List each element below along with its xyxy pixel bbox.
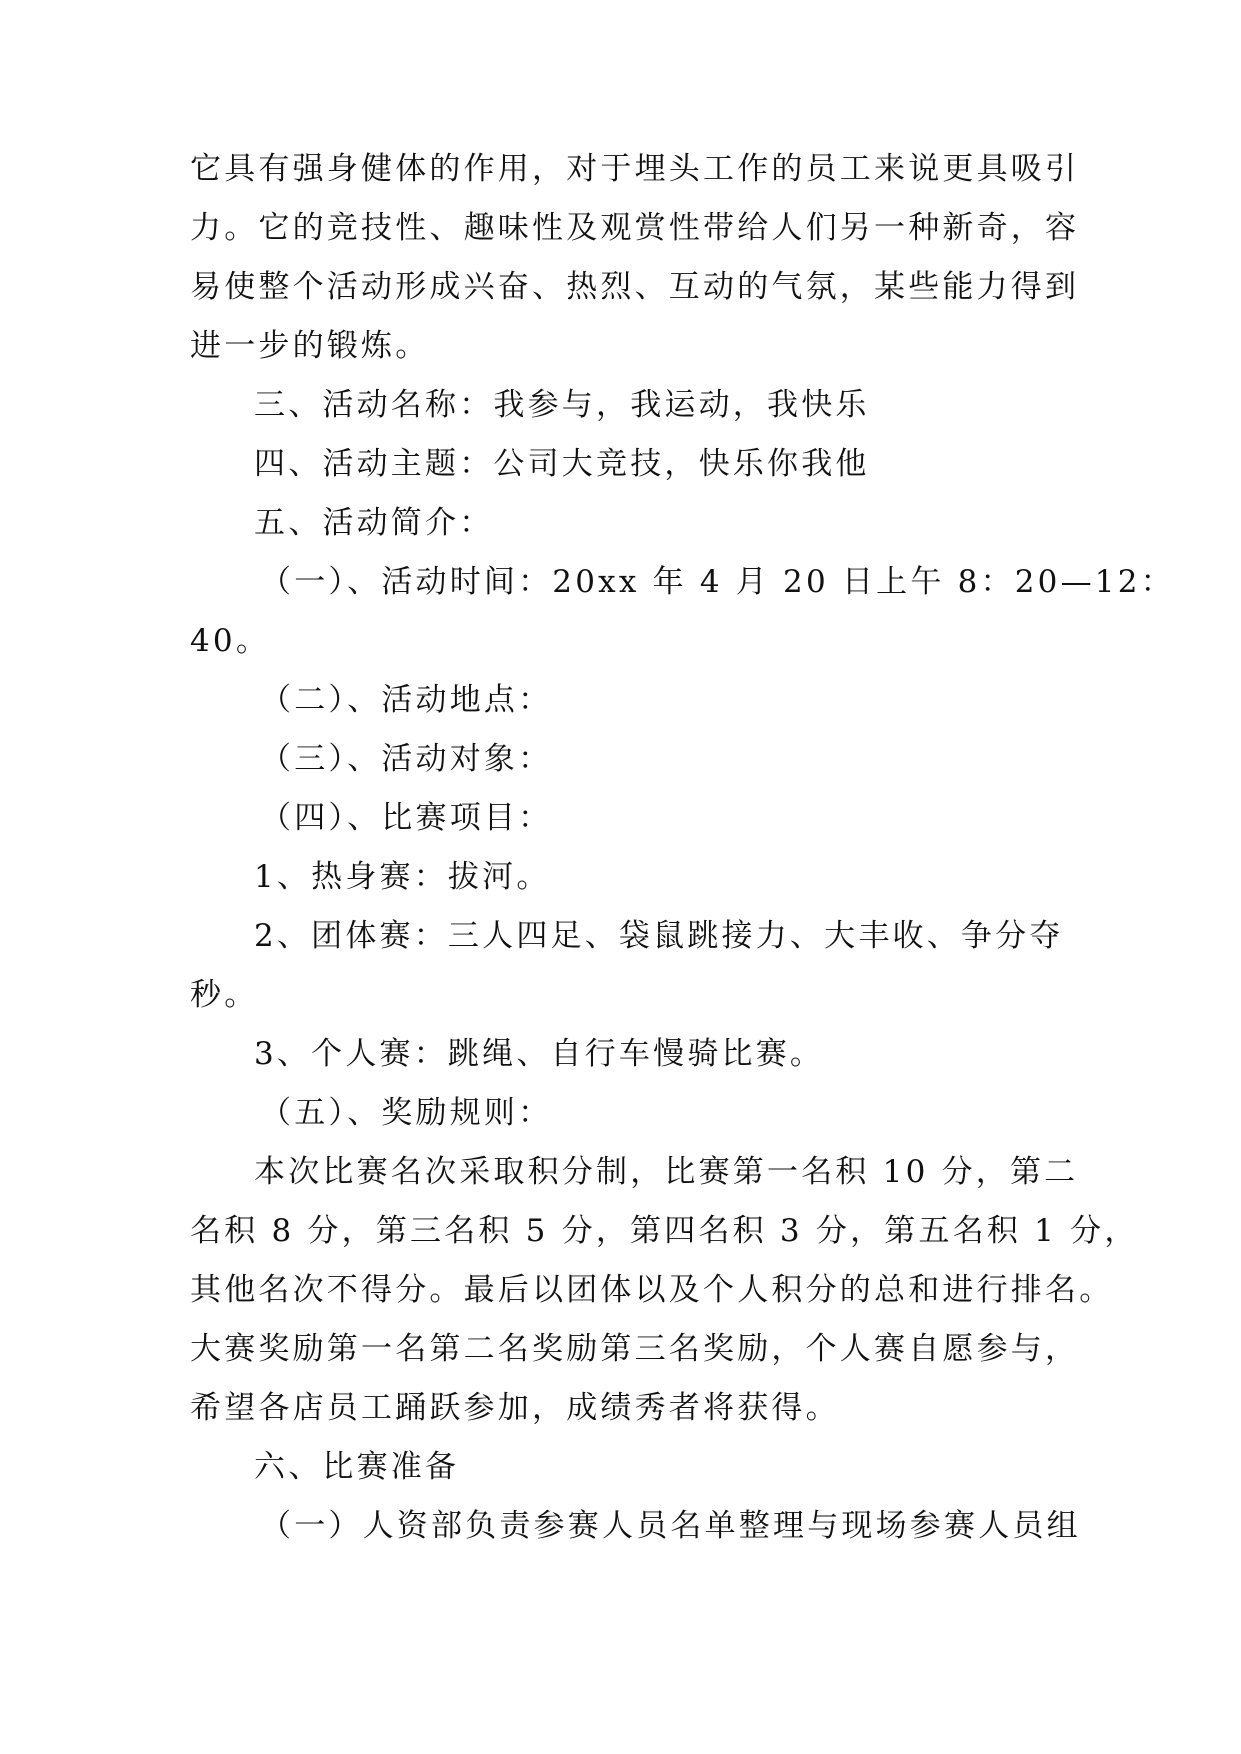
section-heading: 四、活动主题：公司大竞技，快乐你我他	[254, 446, 870, 482]
list-item: 1、热身赛：拔河。	[254, 859, 551, 895]
section-heading: 三、活动名称：我参与，我运动，我快乐	[254, 387, 870, 423]
subsection-line: （三）、活动对象：	[260, 741, 553, 777]
section-heading: 六、比赛准备	[254, 1449, 460, 1485]
body-text-line: 其他名次不得分。最后以团体以及个人积分的总和进行排名。	[190, 1272, 1114, 1308]
list-item: 2、团体赛：三人四足、袋鼠跳接力、大丰收、争分夺	[254, 918, 1064, 954]
body-text-line: 易使整个活动形成兴奋、热烈、互动的气氛，某些能力得到	[190, 269, 1080, 305]
list-item: 3、个人赛：跳绳、自行车慢骑比赛。	[254, 1036, 825, 1072]
subsection-line: （四）、比赛项目：	[260, 800, 553, 836]
body-text-line: 大赛奖励第一名第二名奖励第三名奖励，个人赛自愿参与，	[190, 1331, 1080, 1367]
subsection-line: （一）人资部负责参赛人员名单整理与现场参赛人员组	[260, 1508, 1081, 1544]
body-text-line: 它具有强身健体的作用，对于埋头工作的员工来说更具吸引	[190, 151, 1080, 187]
subsection-line: （二）、活动地点：	[260, 682, 553, 718]
subsection-line: （五）、奖励规则：	[260, 1095, 553, 1131]
body-text-line: 本次比赛名次采取积分制，比赛第一名积 10 分，第二	[254, 1154, 1079, 1190]
body-text-line: 40。	[190, 623, 271, 659]
body-text-line: 希望各店员工踊跃参加，成绩秀者将获得。	[190, 1390, 840, 1426]
body-text-line: 进一步的锻炼。	[190, 328, 430, 364]
subsection-line: （一）、活动时间：20xx 年 4 月 20 日上午 8：20—12：	[260, 564, 1175, 600]
body-text-line: 名积 8 分，第三名积 5 分，第四名积 3 分，第五名积 1 分，	[190, 1213, 1139, 1249]
body-text-line: 力。它的竞技性、趣味性及观赏性带给人们另一种新奇，容	[190, 210, 1080, 246]
body-text-line: 秒。	[190, 977, 259, 1013]
section-heading: 五、活动简介：	[254, 505, 494, 541]
